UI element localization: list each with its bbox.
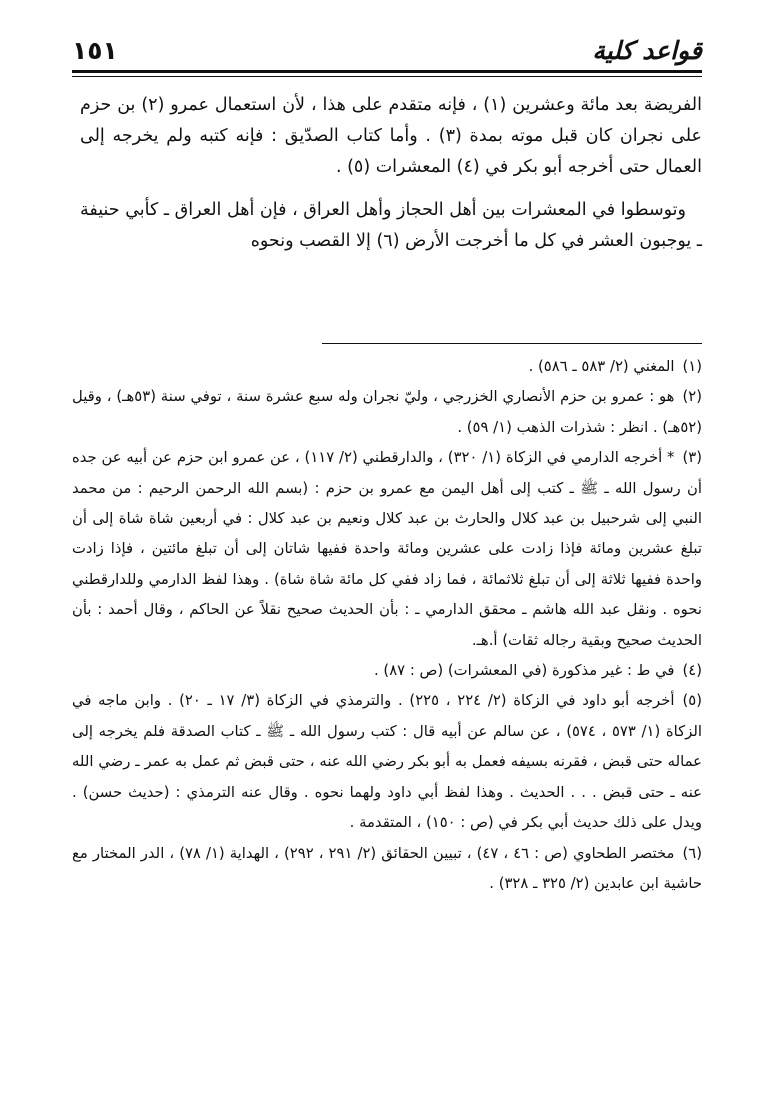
footnote (72, 443, 702, 656)
footnote (72, 656, 702, 686)
footnote (72, 352, 702, 382)
footnote-number: (٦) (682, 844, 703, 862)
footnote-number: (٢) (682, 388, 702, 406)
page-number: ١٥١ (72, 35, 118, 65)
footnote-text: مختصر الطحاوي (ص : ٤٦ ، ٤٧) ، تبيين الحقائق (٢/ ٢٩١ ، ٢٩٢) ، الهداية (١/ ٧٨) ، الدر المختار مع حاشية ابن عابدين (٢/ ٣٢٥ ـ ٣٢٨) . (72, 844, 702, 892)
footnote (72, 382, 702, 443)
footnote-number: (٣) (682, 449, 702, 467)
header-rule-inner (72, 76, 702, 77)
main-text (80, 90, 702, 257)
footnote-text: في ط : غير مذكورة (في المعشرات) (ص : ٨٧) . (374, 662, 675, 680)
footnote-number: (٥) (682, 692, 702, 710)
header-rule (72, 70, 702, 73)
paragraph: وتوسطوا في المعشرات بين أهل الحجاز وأهل العراق ، فإن أهل العراق ـ كأبي حنيفة ـ يوجبون العشر في كل ما أخرجت الأرض (٦) إلا القصب ونحوه (80, 200, 702, 251)
footnote-separator (322, 343, 702, 344)
footnotes (72, 352, 702, 899)
footnote (72, 839, 702, 900)
page-header (72, 28, 702, 72)
footnote-text: أخرجه أبو داود في الزكاة (٢/ ٢٢٤ ، ٢٢٥) . والترمذي في الزكاة (٣/ ١٧ ـ ٢٠) . وابن ماجه في الزكاة (١/ ٥٧٣ ، ٥٧٤) ، عن سالم عن أبيه قال : كتب رسول الله ـ ﷺ ـ كتاب الصدقة فلم يخرجه إلى عماله حتى قبض ، فقرنه بسيفه فعمل به أبو بكر رضي الله عنه ، حتى قبض ثم عمل به عمر ـ رضي الله عنه ـ حتى قبض . . . الحديث . وهذا لفظ أبي داود ولهما نحوه . وقال عنه الترمذي : (حديث حسن) . ويدل على ذلك حديث أبي بكر في (ص : ١٥٠) ، المتقدمة . (72, 692, 702, 832)
footnote-text: هو : عمرو بن حزم الأنصاري الخزرجي ، وليّ نجران وله سبع عشرة سنة ، توفي سنة (٥٣هـ) ، وقيل (٥٢هـ) . انظر : شذرات الذهب (١/ ٥٩) . (72, 388, 702, 436)
footnote-text: * أخرجه الدارمي في الزكاة (١/ ٣٢٠) ، والدارقطني (٢/ ١١٧) ، عن عمرو ابن حزم عن أبيه عن جده أن رسول الله ـ ﷺ ـ كتب إلى أهل اليمن مع عمرو بن حزم : (بسم الله الرحمن الرحيم : من محمد النبي إلى شرحبيل بن عبد كلال والحارث بن عبد كلال ونعيم بن عبد كلال : في أربعين شاة شاة إلى أن تبلغ عشرين ومائة فإذا زادت على عشرين ومائة واحدة ففيها شاتان إلى أن تبلغ مائتين ، فإذا زادت واحدة ففيها ثلاثة إلى أن تبلغ ثلاثمائة ، فما زاد ففي كل مائة شاة شاة) . وهذا لفظ الدارمي وللدارقطني نحوه . ونقل عبد الله هاشم ـ محقق الدارمي ـ : بأن الحديث صحيح نقلاً عن الحاكم ، وقال أحمد : بأن الحديث صحيح وبقية رجاله ثقات) أ.هـ. (72, 449, 702, 649)
footnote (72, 686, 702, 838)
running-title: قواعد كلية (592, 35, 702, 65)
footnote-number: (١) (682, 358, 702, 375)
paragraph: الفريضة بعد مائة وعشرين (١) ، فإنه متقدم على هذا ، لأن استعمال عمرو (٢) بن حزم على نجران كان قبل موته بمدة (٣) . وأما كتاب الصدّيق : فإنه كتبه ولم يخرجه إلى العمال حتى أخرجه أبو بكر في (٤) المعشرات (٥) . (80, 95, 702, 177)
footnote-text: المغني (٢/ ٥٨٣ ـ ٥٨٦) . (528, 358, 675, 375)
footnote-number: (٤) (682, 662, 702, 680)
